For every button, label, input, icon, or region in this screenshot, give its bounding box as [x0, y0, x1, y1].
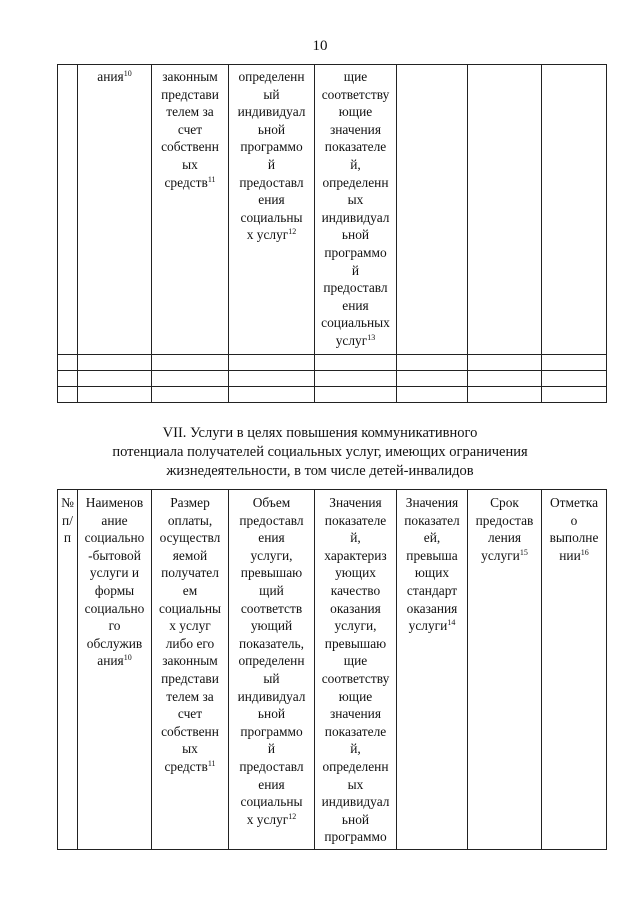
table-cell-empty	[152, 355, 229, 371]
footnote-ref: 10	[123, 653, 132, 663]
footnote-ref: 15	[519, 547, 528, 557]
table-cell-empty	[397, 387, 468, 403]
footnote-ref: 14	[447, 618, 456, 628]
footnote-ref: 10	[123, 69, 132, 78]
table-cell	[397, 490, 468, 850]
table-row	[58, 65, 607, 355]
table-cell-empty	[78, 371, 152, 387]
cell-text: законным представи телем за счет собственн ых средств	[161, 69, 219, 190]
footnote-ref: 12	[288, 227, 297, 237]
table-section-vii	[57, 489, 607, 850]
table-cell-empty	[468, 387, 542, 403]
cell-text: № п/ п	[61, 495, 74, 546]
table-cell-empty	[542, 371, 607, 387]
cell-text: Отметка о выполне нии	[549, 495, 599, 563]
table-cell-empty	[542, 355, 607, 371]
table-cell	[315, 490, 397, 850]
table-cell	[152, 490, 229, 850]
table-cell	[78, 490, 152, 850]
table-cell-empty	[542, 65, 607, 355]
cell-text: Значения показател ей, превыша ющих стандарт оказания услуги	[404, 495, 460, 634]
table-row-empty	[58, 387, 607, 403]
table-cell	[468, 490, 542, 850]
cell-text: щие соответству ющие значения показателе й, определенн ых индивидуал ьной программо й предоставл ения социальных услуг	[321, 69, 390, 348]
table-cell	[152, 65, 229, 355]
cell-text: Объем предоставл ения услуги, превышаю щий соответств ующий показатель, определенн ый индивидуал ьной программо й предоставл ения социальны х услуг	[237, 495, 306, 827]
footnote-ref: 12	[288, 811, 297, 821]
table-cell-empty	[152, 371, 229, 387]
table-cell-empty	[78, 387, 152, 403]
table-cell-empty	[315, 387, 397, 403]
table-cell	[315, 65, 397, 355]
table-cell-empty	[78, 355, 152, 371]
cell-text: определенн ый индивидуал ьной программо й предоставл ения социальны х услуг	[237, 69, 306, 243]
page-number: 10	[312, 38, 328, 54]
cell-text: ания	[97, 69, 124, 84]
table-cell-empty	[542, 387, 607, 403]
table-cell-empty	[229, 387, 315, 403]
table-cell-empty	[58, 65, 78, 355]
section-heading: VII. Услуги в целях повышения коммуникативного потенциала получателей социальных услуг, имеющих ограничения жизнедеятельности, в том числе детей-инвалидов	[112, 425, 528, 479]
table-cell-empty	[397, 65, 468, 355]
table-cell-empty	[315, 371, 397, 387]
table-cell-empty	[58, 387, 78, 403]
table-cell	[542, 490, 607, 850]
table-cell-empty	[397, 371, 468, 387]
footnote-ref: 11	[207, 174, 216, 184]
table-cell-empty	[229, 355, 315, 371]
table-row-empty	[58, 371, 607, 387]
table-cell-empty	[468, 371, 542, 387]
table-row-empty	[58, 355, 607, 371]
cell-text: Наименов ание социально -бытовой услуги и формы социально го обслужив ания	[84, 495, 145, 669]
table-cell	[229, 65, 315, 355]
table-cell-empty	[58, 371, 78, 387]
footnote-ref: 11	[207, 758, 216, 768]
table-cell-empty	[58, 355, 78, 371]
table-continuation	[57, 64, 607, 403]
table-cell	[78, 65, 152, 355]
table-cell-empty	[152, 387, 229, 403]
cell-text: Значения показателе й, характериз ующих качество оказания услуги, превышаю щие соответству ющие значения показателе й, определенн ых индивидуал ьной программо	[321, 495, 390, 845]
table-cell-empty	[229, 371, 315, 387]
table-cell	[229, 490, 315, 850]
table-cell-empty	[468, 65, 542, 355]
cell-text: Срок предостав ления услуги	[475, 495, 534, 563]
table-cell-empty	[315, 355, 397, 371]
footnote-ref: 13	[367, 332, 376, 342]
table-cell-empty	[397, 355, 468, 371]
table-header-row	[58, 490, 607, 850]
footnote-ref: 16	[580, 547, 589, 557]
cell-text: Размер оплаты, осуществл яемой получател ем социальны х услуг либо его законным представи телем за счет собственн ых средств	[159, 495, 221, 774]
table-cell	[58, 490, 78, 850]
table-cell-empty	[468, 355, 542, 371]
